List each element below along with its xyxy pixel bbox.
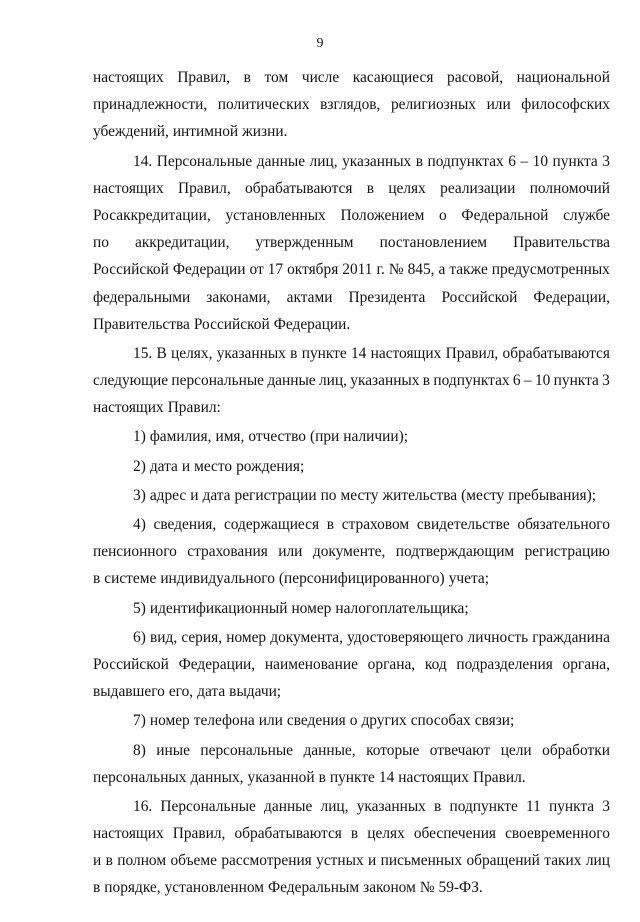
paragraph — [93, 453, 610, 480]
text-line: 3) адрес и дата регистрации по месту жительства (месту пребывания); — [133, 486, 597, 504]
text-line: 15. В целях, указанных в пункте 14 настоящих Правил, обрабатываются — [133, 344, 610, 362]
text-line: следующие персональные данные лиц, указанных в подпунктах 6 – 10 пункта 3 — [93, 372, 610, 390]
text-line: убеждений, интимной жизни. — [93, 123, 288, 141]
paragraph — [93, 340, 610, 422]
paragraph — [93, 482, 610, 509]
text-line: 7) номер телефона или сведения о других способах связи; — [133, 712, 515, 730]
paragraph — [93, 511, 610, 593]
paragraph — [93, 595, 610, 622]
text-line: пенсионного страхования или документе, подтверждающим регистрацию — [93, 543, 610, 561]
text-line: 14. Персональные данные лиц, указанных в подпунктах 6 – 10 пункта 3 — [133, 152, 610, 170]
text-line: 2) дата и место рождения; — [133, 457, 305, 475]
text-line: и в полном объеме рассмотрения устных и письменных обращений таких лиц — [93, 852, 610, 870]
text-line: 6) вид, серия, номер документа, удостоверяющего личность гражданина — [133, 628, 610, 646]
paragraph — [93, 737, 610, 791]
document-body — [93, 64, 610, 902]
text-line: в системе индивидуального (персонифицированного) учета; — [93, 570, 489, 588]
text-line: 8) иные персональные данные, которые отвечают цели обработки — [133, 741, 610, 759]
text-line: по аккредитации, утвержденным постановлением Правительства — [93, 234, 610, 252]
text-line: Правительства Российской Федерации. — [93, 315, 351, 333]
text-line: 16. Персональные данные лиц, указанных в подпункте 11 пункта 3 — [133, 797, 610, 815]
text-line: выдавшего его, дата выдачи; — [93, 683, 282, 701]
paragraph — [93, 423, 610, 450]
paragraph — [93, 624, 610, 706]
text-line: настоящих Правил, в том числе касающиеся расовой, национальной — [93, 69, 610, 86]
text-line: Российской Федерации, наименование органа, код подразделения органа, — [93, 655, 610, 673]
text-line: настоящих Правил, обрабатываются в целях обеспечения своевременного — [93, 825, 610, 843]
text-line: настоящих Правил: — [93, 399, 221, 417]
text-line: 4) сведения, содержащиеся в страховом свидетельстве обязательного — [133, 516, 610, 533]
page-number: 9 — [316, 36, 324, 51]
text-line: 1) фамилия, имя, отчество (при наличии); — [133, 428, 408, 446]
text-line: Российской Федерации от 17 октября 2011 г. № 845, а также предусмотренных — [93, 261, 610, 279]
text-line: принадлежности, политических взглядов, религиозных или философских — [93, 96, 610, 114]
paragraph — [93, 148, 610, 338]
text-line: в порядке, установленном Федеральным законом № 59-ФЗ. — [93, 879, 483, 897]
text-line: федеральными законами, актами Президента Российской Федерации, — [93, 288, 610, 306]
text-line: Росаккредитации, установленных Положением о Федеральной службе — [93, 206, 610, 224]
text-line: настоящих Правил, обрабатываются в целях реализации полномочий — [93, 179, 610, 197]
text-line: 5) идентификационный номер налогоплательщика; — [133, 599, 469, 617]
text-line: персональных данных, указанной в пункте 14 настоящих Правил. — [93, 768, 526, 786]
paragraph — [93, 64, 610, 146]
paragraph — [93, 707, 610, 734]
paragraph — [93, 793, 610, 902]
